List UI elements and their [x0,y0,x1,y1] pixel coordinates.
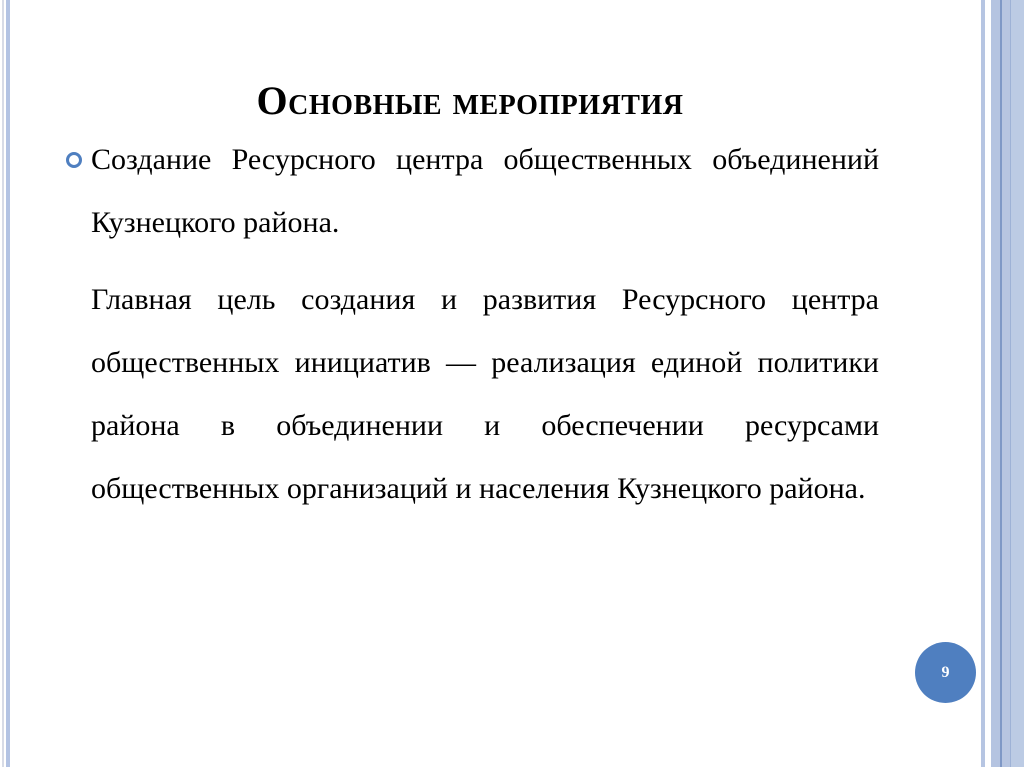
right-decor-band-2 [1002,0,1010,767]
page-number: 9 [941,663,950,681]
right-decor-stripe-thin [981,0,985,767]
body-paragraph: Главная цель создания и развития Ресурсного центра общественных инициатив — реализация единой политики района в объединении и обеспечении ресурсами общественных организаций и населения Кузнецкого района. [91,283,879,505]
page-number-badge [915,642,976,703]
slide-title: Основные мероприятия [256,77,684,123]
hollow-circle-bullet-icon [66,152,82,168]
bullet-text: Создание Ресурсного центра общественных объединений Кузнецкого района. [91,143,879,239]
right-decor-band-1 [991,0,1000,767]
right-decor-band-3 [1011,0,1024,767]
